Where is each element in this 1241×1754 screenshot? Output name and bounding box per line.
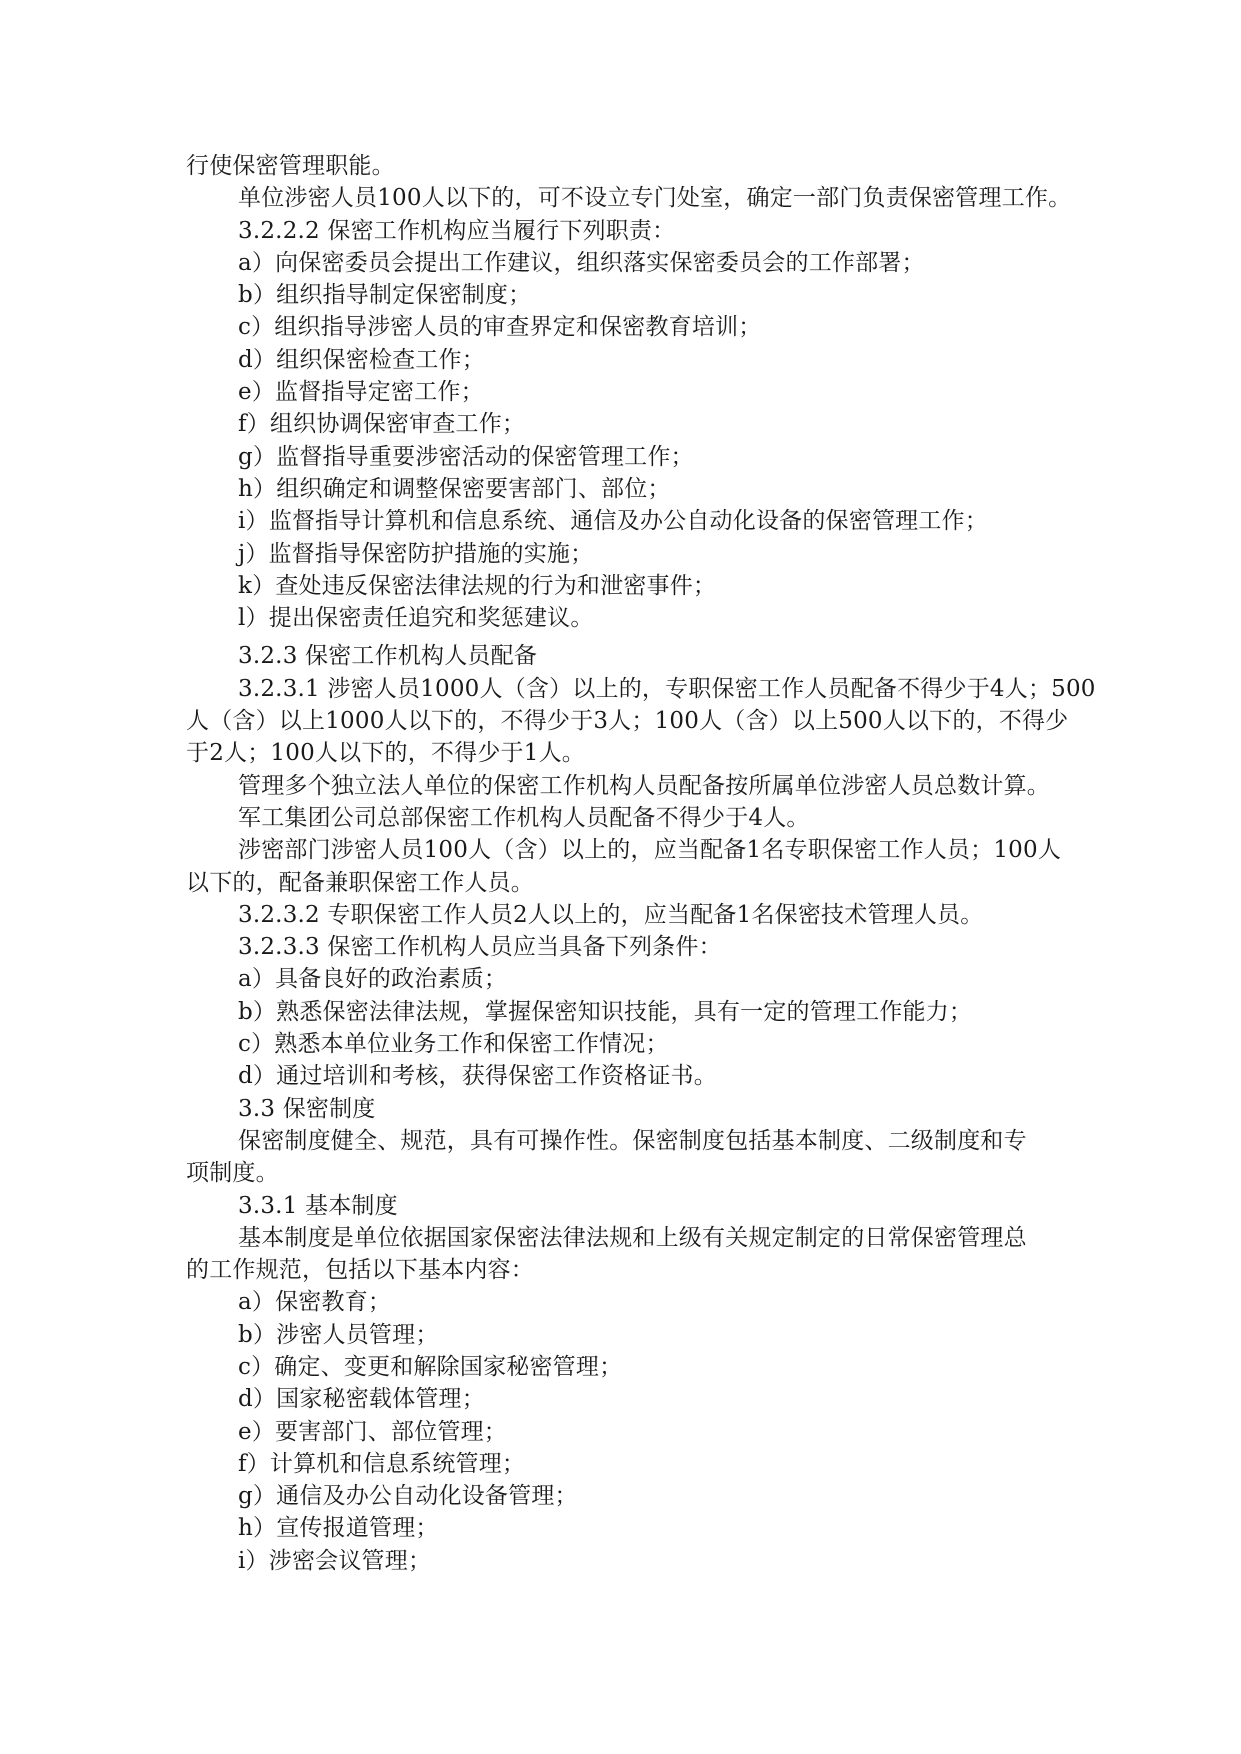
text-line: i）监督指导计算机和信息系统、通信及办公自动化设备的保密管理工作；	[238, 508, 988, 535]
text-line: 3.3 保密制度	[238, 1095, 376, 1122]
body-text	[186, 150, 1096, 1577]
text-line: f）组织协调保密审查工作；	[238, 411, 526, 438]
text-line: 于2人；100人以下的，不得少于1人。	[186, 740, 585, 767]
text-line: k）查处违反保密法律法规的行为和泄密事件；	[238, 572, 717, 599]
text-line: l）提出保密责任追究和奖惩建议。	[238, 605, 594, 632]
text-line: 军工集团公司总部保密工作机构人员配备不得少于4人。	[238, 804, 810, 831]
text-line: c）熟悉本单位业务工作和保密工作情况；	[238, 1031, 669, 1058]
text-line: 3.2.3.3 保密工作机构人员应当具备下列条件：	[238, 934, 722, 961]
text-line: b）涉密人员管理；	[238, 1321, 439, 1348]
text-line: a）保密教育；	[238, 1289, 392, 1316]
text-line: f）计算机和信息系统管理；	[238, 1450, 526, 1477]
text-line: 管理多个独立法人单位的保密工作机构人员配备按所属单位涉密人员总数计算。	[238, 772, 1050, 799]
text-line: 3.2.3.2 专职保密工作人员2人以上的，应当配备1名保密技术管理人员。	[238, 901, 984, 928]
text-line: 3.2.2.2 保密工作机构应当履行下列职责：	[238, 217, 676, 244]
text-line: 基本制度是单位依据国家保密法律法规和上级有关规定制定的日常保密管理总	[238, 1224, 1027, 1251]
text-line: 行使保密管理职能。	[186, 153, 395, 179]
text-line: c）确定、变更和解除国家秘密管理；	[238, 1353, 623, 1380]
text-line: a）向保密委员会提出工作建议，组织落实保密委员会的工作部署；	[238, 249, 925, 276]
text-line: e）监督指导定密工作；	[238, 379, 484, 406]
text-line: 以下的，配备兼职保密工作人员。	[186, 869, 534, 896]
text-line: b）熟悉保密法律法规，掌握保密知识技能，具有一定的管理工作能力；	[238, 998, 973, 1025]
text-line: 人（含）以上1000人以下的，不得少于3人；100人（含）以上500人以下的，不得少	[186, 708, 1069, 735]
text-line: g）通信及办公自动化设备管理；	[238, 1483, 578, 1510]
text-line: 涉密部门涉密人员100人（含）以上的，应当配备1名专职保密工作人员；100人	[238, 837, 1062, 864]
text-line: 保密制度健全、规范，具有可操作性。保密制度包括基本制度、二级制度和专	[238, 1127, 1027, 1154]
text-line: d）通过培训和考核，获得保密工作资格证书。	[238, 1063, 717, 1090]
text-line: 单位涉密人员100人以下的，可不设立专门处室，确定一部门负责保密管理工作。	[238, 185, 1072, 212]
text-line: 3.2.3.1 涉密人员1000人（含）以上的，专职保密工作人员配备不得少于4人；500	[238, 675, 1096, 702]
text-line: g）监督指导重要涉密活动的保密管理工作；	[238, 443, 694, 470]
text-line: 项制度。	[186, 1160, 279, 1187]
text-line: h）宣传报道管理；	[238, 1515, 439, 1542]
text-line: c）组织指导涉密人员的审查界定和保密教育培训；	[238, 314, 762, 341]
text-line: b）组织指导制定保密制度；	[238, 282, 532, 309]
text-line: 的工作规范，包括以下基本内容：	[186, 1257, 534, 1284]
text-line: a）具备良好的政治素质；	[238, 966, 508, 993]
text-line: e）要害部门、部位管理；	[238, 1418, 508, 1445]
text-line: d）国家秘密载体管理；	[238, 1386, 485, 1413]
text-line: 3.2.3 保密工作机构人员配备	[238, 643, 538, 670]
text-line: h）组织确定和调整保密要害部门、部位；	[238, 475, 671, 502]
text-line: i）涉密会议管理；	[238, 1547, 432, 1574]
text-line: 3.3.1 基本制度	[238, 1192, 398, 1219]
text-line: d）组织保密检查工作；	[238, 346, 485, 373]
text-line: j）监督指导保密防护措施的实施；	[238, 540, 594, 567]
